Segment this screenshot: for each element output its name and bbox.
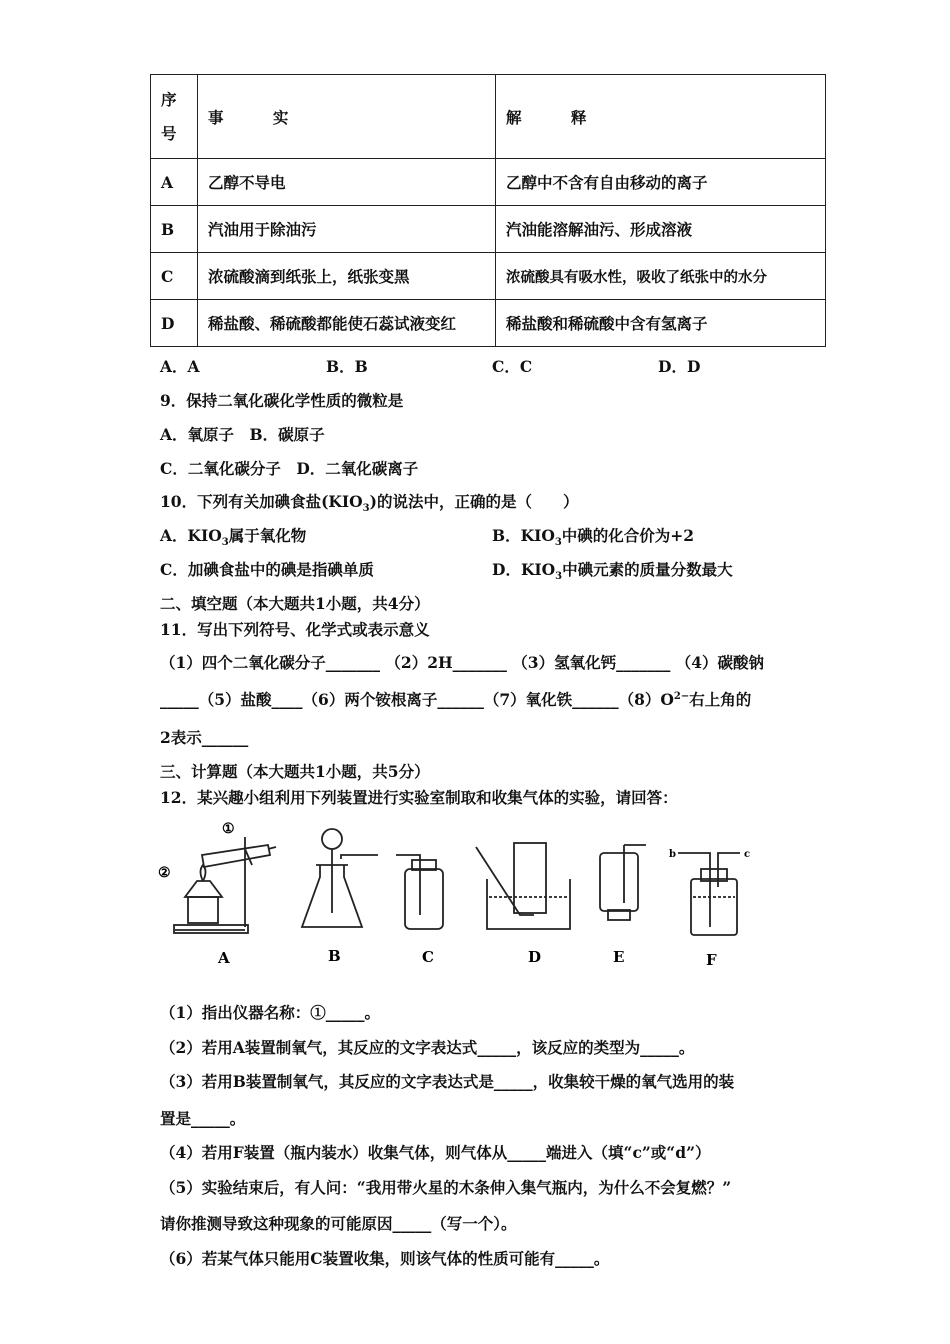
q9-stem: 9．保持二氧化碳化学性质的微粒是: [160, 391, 404, 410]
row-explain: 乙醇中不含有自由移动的离子: [496, 159, 826, 206]
row-seq: C: [151, 253, 198, 300]
table-row: [151, 300, 826, 347]
row-fact: 稀盐酸、稀硫酸都能使石蕊试液变红: [198, 300, 496, 347]
table-row: [151, 206, 826, 253]
label-f: F: [706, 951, 717, 969]
row-explain: 浓硫酸具有吸水性，吸收了纸张中的水分: [496, 253, 826, 300]
header-explain: 解 释: [496, 75, 826, 159]
q11-line-3: 2表示______: [160, 728, 249, 747]
apparatus-e: [600, 845, 646, 920]
q10-option-d: D．$KIO_3$中碘元素的质量分数最大: [492, 560, 733, 583]
apparatus-b: [302, 829, 378, 927]
label-c: C: [422, 948, 434, 966]
q12-part-3b: 置是_____。: [160, 1109, 246, 1128]
apparatus-c: [396, 855, 443, 929]
section-2-title: 二、填空题（本大题共1小题，共4分）: [160, 594, 430, 613]
q8-option-b: B．B: [326, 357, 368, 376]
row-fact: 汽油用于除油污: [198, 206, 496, 253]
mark-2: ②: [158, 865, 171, 881]
q12-part-5b: 请你推测导致这种现象的可能原因_____（写一个）。: [160, 1214, 517, 1233]
apparatus-f: [678, 853, 740, 935]
table-row: [151, 159, 826, 206]
q10-stem: 10．下列有关加碘食盐$(KIO_3)$的说法中，正确的是（ ）: [160, 492, 579, 515]
q10-option-b: B．$KIO_3$中碘的化合价为+2: [492, 526, 695, 549]
q11-stem: 11．写出下列符号、化学式或表示意义: [160, 620, 430, 639]
q12-stem: 12．某兴趣小组利用下列装置进行实验室制取和收集气体的实验，请回答：: [160, 788, 678, 807]
q12-part-2: （2）若用A装置制氧气，其反应的文字表达式_____，该反应的类型为_____。: [160, 1038, 695, 1057]
q9-options-2: C．二氧化碳分子 D．二氧化碳离子: [160, 459, 419, 478]
mark-1: ①: [222, 821, 235, 837]
row-explain: 稀盐酸和稀硫酸中含有氢离子: [496, 300, 826, 347]
section-3-title: 三、计算题（本大题共1小题，共5分）: [160, 762, 430, 781]
row-fact: 乙醇不导电: [198, 159, 496, 206]
q10-option-a: A．$KIO_3$属于氧化物: [160, 526, 307, 549]
label-e: E: [613, 948, 625, 966]
row-seq: B: [151, 206, 198, 253]
header-seq: 序号: [151, 75, 198, 159]
row-fact: 浓硫酸滴到纸张上，纸张变黑: [198, 253, 496, 300]
q12-part-5a: （5）实验结束后，有人问：“我用带火星的木条伸入集气瓶内，为什么不会复燃？”: [160, 1178, 732, 1197]
apparatus-a: [174, 837, 276, 933]
label-b: B: [328, 947, 341, 965]
q12-part-1: （1）指出仪器名称：①_____。: [160, 1003, 381, 1022]
q9-options-1: A．氧原子 B．碳原子: [160, 425, 325, 444]
row-explain: 汽油能溶解油污、形成溶液: [496, 206, 826, 253]
q12-part-3a: （3）若用B装置制氧气，其反应的文字表达式是_____，收集较干燥的氧气选用的装: [160, 1072, 735, 1091]
q11-line-1: （1）四个二氧化碳分子_______ （2）2H_______ （3）氢氧化钙_______ （4）碳酸钠: [160, 653, 765, 672]
mark-b: b: [669, 849, 676, 860]
table-header-row: [151, 75, 826, 159]
q10-option-c: C．加碘食盐中的碘是指碘单质: [160, 560, 374, 579]
q12-part-6: （6）若某气体只能用C装置收集，则该气体的性质可能有_____。: [160, 1249, 610, 1268]
label-d: D: [528, 948, 542, 966]
mark-c: c: [744, 849, 751, 860]
row-seq: A: [151, 159, 198, 206]
q12-part-4: （4）若用F装置（瓶内装水）收集气体，则气体从_____端进入（填“c”或“d”）: [160, 1143, 711, 1162]
q8-option-c: C．C: [492, 357, 533, 376]
apparatus-d: [476, 843, 570, 929]
q8-option-a: A．A: [160, 357, 200, 376]
q11-line-2: _____（5）盐酸____（6）两个铵根离子______（7）氧化铁$\_\_\_\_\_\_(8)O^{2-}$右上角的: [160, 690, 752, 709]
facts-table: [150, 74, 826, 347]
header-fact: 事 实: [198, 75, 496, 159]
table-row: [151, 253, 826, 300]
q8-option-d: D．D: [658, 357, 701, 376]
apparatus-figure: [150, 815, 770, 975]
row-seq: D: [151, 300, 198, 347]
label-a: A: [218, 949, 230, 967]
